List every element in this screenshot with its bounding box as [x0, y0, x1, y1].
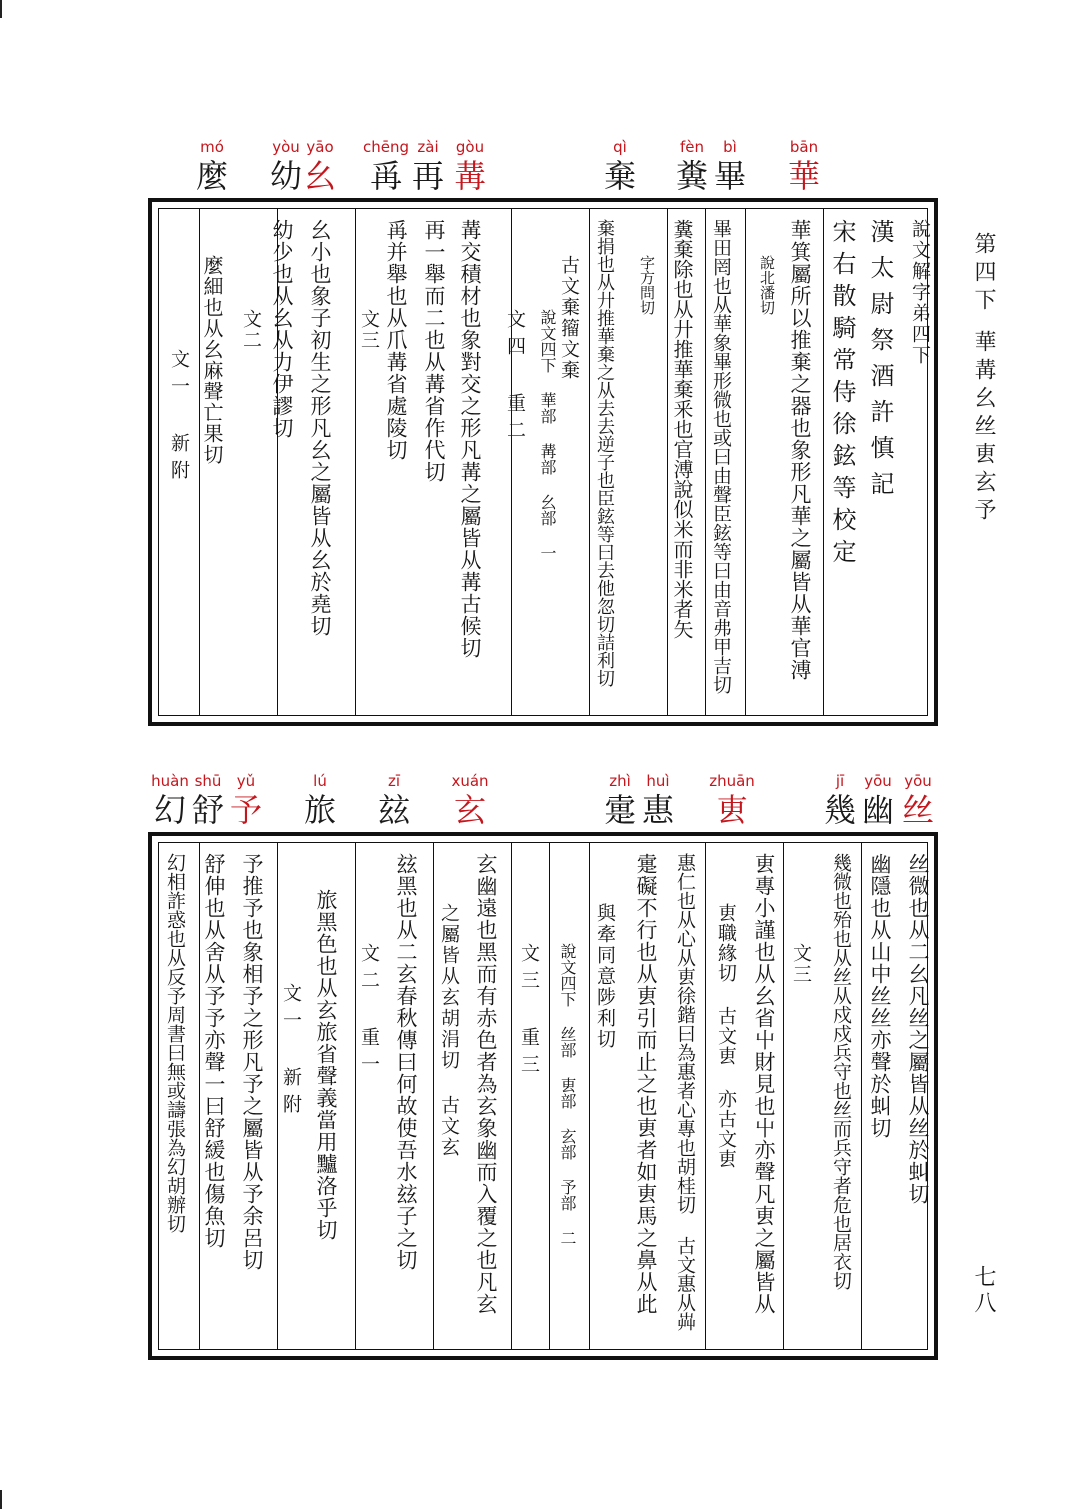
panel-frame [158, 842, 928, 1350]
pinyin-label: zī [387, 772, 401, 790]
heading-glyph: 畢 [713, 157, 746, 195]
heading-glyph: 幺 [303, 157, 336, 195]
heading-glyph: 旅 [303, 791, 336, 829]
heading-glyph: 幼 [269, 157, 302, 195]
page-number: 七八 [971, 1265, 996, 1317]
text-column: 麼細也从幺麻聲亡果切 [200, 255, 224, 465]
heading-glyph: 冓 [453, 157, 486, 195]
pinyin-label: yōu [864, 772, 892, 790]
text-column: 疐礙不行也从叀引而止之也叀者如叀馬之鼻从此 [634, 853, 658, 1315]
text-column: 華箕屬所以推棄之器也象形凡華之屬皆从華官溥 [788, 219, 812, 681]
heading-glyph: 糞 [675, 157, 708, 195]
pinyin-label: yǔ [236, 772, 256, 790]
text-column: 糞棄除也从廾推華棄釆也官溥說似米而非米者矢 [670, 219, 694, 639]
text-column: 說文四下 華部 冓部 幺部 一 [538, 309, 557, 561]
panel-frame [158, 208, 931, 716]
heading-glyph: 幾 [823, 791, 856, 829]
pinyin-label: zhì [609, 772, 631, 790]
pinyin-label: huàn [151, 772, 189, 790]
text-column: 幺小也象子初生之形凡幺之屬皆从幺於堯切 [308, 219, 332, 637]
pinyin-label: lú [313, 772, 327, 790]
heading-glyph: 疐 [603, 791, 636, 829]
heading-glyph: 丝 [901, 791, 934, 829]
text-column: 之屬皆从玄胡涓切 古文玄 [438, 903, 460, 1158]
text-column: 與牽同意陟利切 [594, 903, 616, 1050]
heading-glyph: 再 [411, 157, 444, 195]
crop-mark-top [0, 0, 2, 18]
text-column: 古文棄籀文棄 [558, 255, 580, 381]
text-column: 畢田罔也从華象畢形微也或曰由聲臣鉉等曰由音弗甲吉切 [710, 219, 732, 694]
pinyin-label: zhuān [709, 772, 755, 790]
text-column: 叀專小謹也从幺省屮財見也屮亦聲凡叀之屬皆从 [752, 853, 776, 1315]
text-column: 文三 [358, 309, 380, 351]
text-column: 說文四下 丝部 叀部 玄部 予部 二 [558, 943, 577, 1246]
crop-mark-bottom [0, 1490, 2, 1509]
pinyin-label: yòu [272, 138, 300, 156]
text-panel-top [148, 198, 938, 726]
text-column: 玄幽遠也黑而有赤色者為玄象幽而入覆之也凡玄 [474, 853, 498, 1315]
text-column: 文三 重三 [518, 943, 540, 1081]
text-column: 冓交積材也象對交之形凡冓之屬皆从冓古候切 [458, 219, 482, 659]
text-column: 幽隱也从山中丝丝亦聲於虯切 [868, 853, 892, 1139]
heading-glyph: 惠 [641, 791, 674, 829]
pinyin-label: xuán [451, 772, 489, 790]
text-column: 再一舉而二也从冓省作代切 [422, 219, 446, 483]
text-column: 說北潘切 [758, 255, 776, 315]
radical-list: 華冓幺丝叀玄予 [971, 330, 996, 526]
pinyin-label: yōu [904, 772, 932, 790]
text-column: 文二 重一 [358, 943, 380, 1081]
pinyin-label: chēng [362, 138, 409, 156]
text-column: 幼少也从幺从力伊謬切 [270, 219, 294, 439]
heading-glyph: 幻 [153, 791, 186, 829]
pinyin-label: qì [613, 138, 627, 156]
text-column: 惠仁也从心从叀徐鍇曰為惠者心專也胡桂切 古文惠从芔 [674, 853, 696, 1331]
pinyin-label: shū [194, 772, 222, 790]
text-column: 漢太尉祭酒許慎記 [866, 219, 894, 507]
heading-glyph: 幽 [861, 791, 894, 829]
text-column: 丝微也从二幺凡丝之屬皆从丝於虯切 [906, 853, 930, 1205]
heading-glyph: 麼 [195, 157, 228, 195]
pinyin-label: bān [789, 138, 819, 156]
heading-glyph: 棄 [603, 157, 636, 195]
section-label: 第四下 [971, 232, 996, 316]
text-column: 說文解字弟四下 [909, 219, 931, 366]
text-column: 文三 [790, 943, 812, 985]
text-column: 文一 新附 [280, 983, 302, 1121]
text-column: 棄捐也从廾推華棄之从去去逆子也臣鉉等曰去他忽切詰利切 [594, 219, 615, 687]
pinyin-label: zài [417, 138, 439, 156]
text-column: 宋右散騎常侍徐鉉等校定 [828, 219, 856, 571]
text-column: 字方問切 [638, 255, 656, 315]
text-column: 文一 新附 [168, 349, 190, 487]
text-column: 予推予也象相予之形凡予之屬皆从予余呂切 [240, 853, 264, 1271]
text-column: 文四 重二 [504, 309, 526, 447]
heading-glyph: 予 [229, 791, 262, 829]
heading-glyph: 玆 [377, 791, 410, 829]
text-column: 幻相詐惑也从反予周書曰無或譸張為幻胡辦切 [164, 853, 186, 1233]
text-column: 玆黑也从二玄春秋傳曰何故使吾水玆子之切 [394, 853, 418, 1271]
text-column: 舒伸也从舍从予予亦聲一曰舒緩也傷魚切 [202, 853, 226, 1249]
heading-glyph: 叀 [715, 791, 748, 829]
heading-glyph: 華 [787, 157, 820, 195]
text-column: 叀職緣切 古文叀 亦古文叀 [715, 903, 737, 1169]
text-panel-bottom [148, 832, 938, 1360]
pinyin-label: fèn [679, 138, 705, 156]
heading-glyph: 玄 [453, 791, 486, 829]
text-column: 文二 [240, 309, 262, 351]
heading-glyph: 舒 [191, 791, 224, 829]
text-column: 旅黑色也从玄旅省聲義當用黸洛乎切 [314, 889, 338, 1241]
text-column: 爯并舉也从爪冓省處陵切 [384, 219, 408, 461]
text-column: 幾微也殆也从丝从戍戍兵守也丝而兵守者危也居衣切 [830, 853, 852, 1290]
pinyin-label: huì [646, 772, 670, 790]
pinyin-label: mó [200, 138, 224, 156]
pinyin-label: yāo [306, 138, 334, 156]
pinyin-label: gòu [455, 138, 485, 156]
pinyin-label: bì [723, 138, 737, 156]
heading-glyph: 爯 [369, 157, 402, 195]
pinyin-label: jī [835, 772, 845, 790]
